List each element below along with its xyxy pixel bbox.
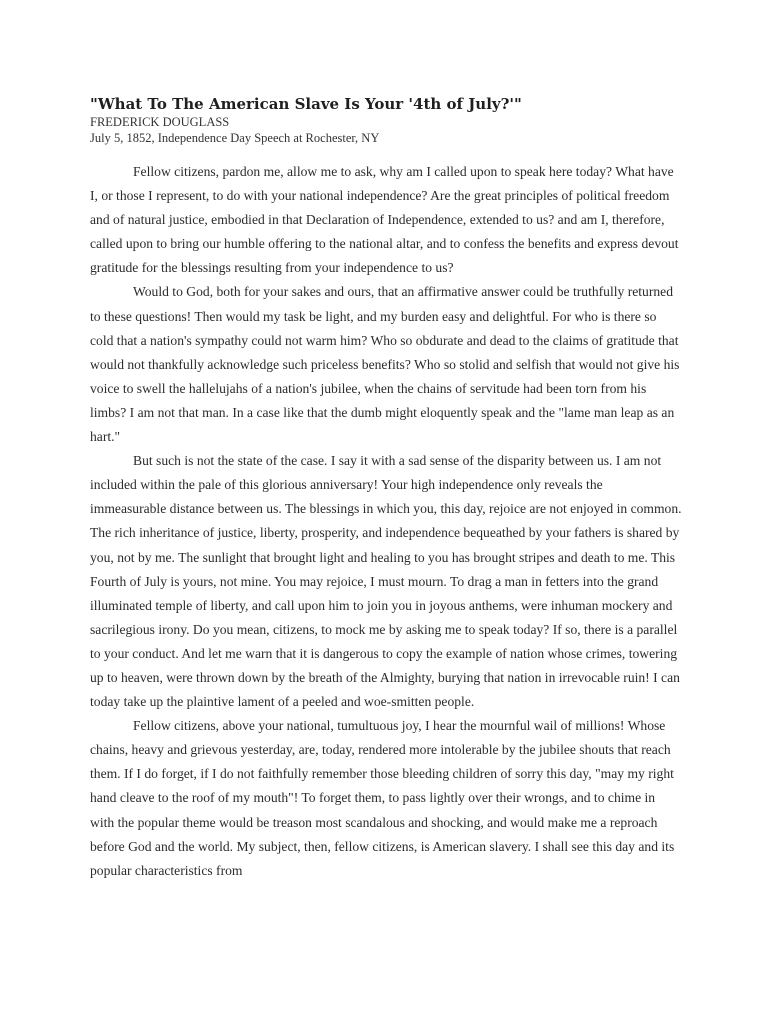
- document-page: [90, 95, 682, 878]
- document-title: "What To The American Slave Is Your '4th of July?'": [90, 95, 522, 113]
- body-paragraph: Fellow citizens, pardon me, allow me to ask, why am I called upon to speak here today? What have I, or those I represent, to do with your national independence? Are the great principles of political freedom and of natural justice, embodied in that Declaration of Independence, extended to us? and am I, therefore, called upon to bring our humble offering to the national altar, and to confess the benefits and express devout gratitude for the blessings resulting from your independence to us?: [90, 164, 679, 276]
- body-paragraph: Fellow citizens, above your national, tumultuous joy, I hear the mournful wail of millions! Whose chains, heavy and grievous yesterday, are, today, rendered more intolerable by the jubilee shouts that reach them. If I do forget, if I do not faithfully remember those bleeding children of sorry this day, "may my right hand cleave to the roof of my mouth"! To forget them, to pass lightly over their wrongs, and to chime in with the popular theme would be treason most scandalous and shocking, and would make me a reproach before God and the world. My subject, then, fellow citizens, is American slavery. I shall see this day and its popular characteristics from: [90, 718, 675, 878]
- body-paragraph: Would to God, both for your sakes and ours, that an affirmative answer could be truthfully returned to these questions! Then would my task be light, and my burden easy and delightful. For who is there so cold that a nation's sympathy could not warm him? Who so obdurate and dead to the claims of gratitude that would not thankfully acknowledge such priceless benefits? Who so stolid and selfish that would not give his voice to swell the hallelujahs of a nation's jubilee, when the chains of servitude had been torn from his limbs? I am not that man. In a case like that the dumb might eloquently speak and the "lame man leap as an hart.": [90, 284, 680, 445]
- speech-dateline: July 5, 1852, Independence Day Speech at Rochester, NY: [90, 131, 380, 145]
- author-name: FREDERICK DOUGLASS: [90, 115, 230, 129]
- body-paragraph: But such is not the state of the case. I say it with a sad sense of the disparity between us. I am not included within the pale of this glorious anniversary! Your high independence only reveals the immeasurable distance between us. The blessings in which you, this day, rejoice are not enjoyed in common. The rich inheritance of justice, liberty, prosperity, and independence bequeathed by your fathers is shared by you, not by me. The sunlight that brought light and healing to you has brought stripes and death to me. This Fourth of July is yours, not mine. You may rejoice, I must mourn. To drag a man in fetters into the grand illuminated temple of liberty, and call upon him to join you in joyous anthems, were inhuman mockery and sacrilegious irony. Do you mean, citizens, to mock me by asking me to speak today? If so, there is a parallel to your conduct. And let me warn that it is dangerous to copy the example of nation whose crimes, towering up to heaven, were thrown down by the breath of the Almighty, burying that nation in irrevocable ruin! I can today take up the plaintive lament of a peeled and woe-smitten people.: [90, 453, 682, 710]
